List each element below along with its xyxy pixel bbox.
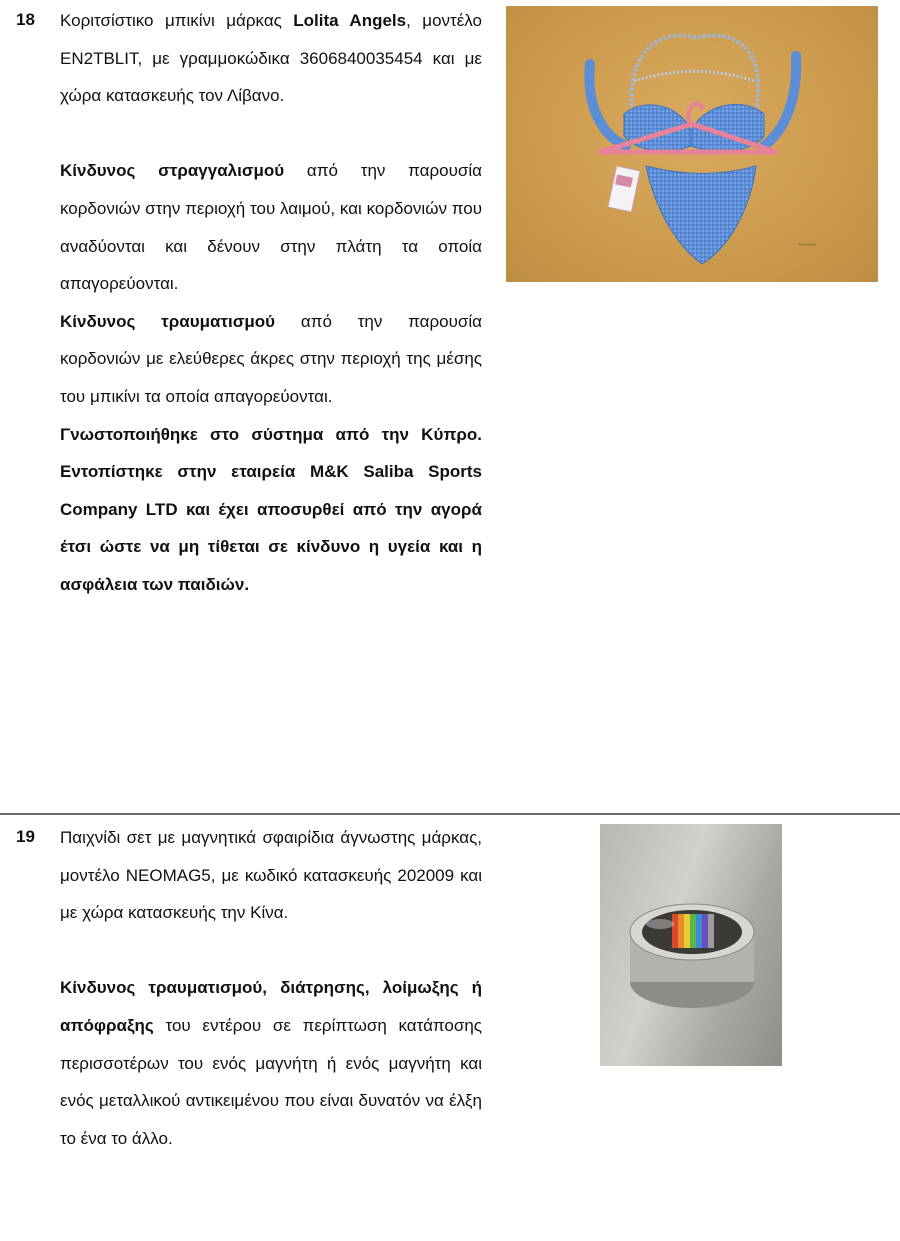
magnet-spheres xyxy=(672,914,714,948)
entry-description xyxy=(60,2,482,604)
entry-intro: Παιχνίδι σετ με μαγνητικά σφαιρίδια άγνωστης μάρκας, μοντέλο NEOMAG5, με κωδικό κατασκευής 202009 και με χώρα κατασκευής την Κίνα. xyxy=(60,828,482,923)
risk-title: Κίνδυνος τραυματισμού, διάτρησης, λοίμωξης ή απόφραξης xyxy=(60,978,482,1035)
entry-divider xyxy=(0,813,900,815)
risk-title: Κίνδυνος στραγγαλισμού xyxy=(60,161,285,181)
magnet-set-photo xyxy=(600,824,782,1066)
magnet-set-illustration xyxy=(600,824,782,1066)
entry-number: 19 xyxy=(16,827,35,846)
notification-paragraph: Γνωστοποιήθηκε στο σύστημα από την Κύπρο. Εντοπίστηκε στην εταιρεία M&K Saliba Sports Company LTD και έχει αποσυρθεί από την αγορά έτσι ώστε να μη τίθεται σε κίνδυνο η υγεία και η ασφάλεια των παιδιών. xyxy=(60,424,482,594)
risk-text: από την παρουσία κορδονιών στην περιοχή του λαιμού, και κορδονιών που αναδύονται και δένουν στην πλάτη τα οποία απαγορεύονται. xyxy=(60,161,483,294)
risk-title: Κίνδυνος τραυματισμού xyxy=(60,311,276,331)
intro-text-rest: , μοντέλο EN2TBLIT, με γραμμοκώδικα 3606840035454 και με χώρα κατασκευής τον Λίβανο. xyxy=(60,11,483,106)
intro-text: Κοριτσίστικο μπικίνι μάρκας xyxy=(60,11,294,30)
photo-watermark: ~~~ xyxy=(798,239,816,251)
brand-name: Lolita Angels xyxy=(293,11,407,30)
bikini-photo xyxy=(506,6,878,282)
risk-paragraph xyxy=(60,969,482,1157)
bikini-illustration xyxy=(506,6,878,282)
entry-intro xyxy=(60,2,482,115)
risk-text: του εντέρου σε περίπτωση κατάποσης περισσοτέρων του ενός μαγνήτη ή ενός μαγνήτη και ενός μεταλλικού αντικειμένου που είναι δυνατόν να έλξη το ένα το άλλο. xyxy=(60,1015,482,1148)
risk-text: από την παρουσία κορδονιών με ελεύθερες άκρες στην περιοχή της μέσης του μπικίνι τα οποία απαγορεύονται. xyxy=(60,311,483,406)
risk-paragraph xyxy=(60,303,482,416)
risk-paragraph xyxy=(60,152,482,302)
entry-number: 18 xyxy=(16,10,35,29)
entry-description xyxy=(60,819,482,1157)
